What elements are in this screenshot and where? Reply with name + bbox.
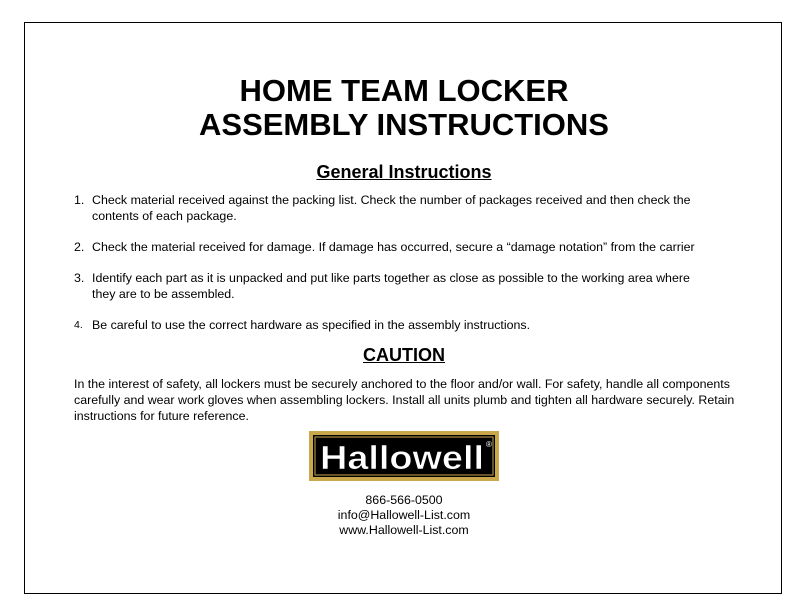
general-instructions-list bbox=[74, 192, 714, 333]
caution-text: In the interest of safety, all lockers must be securely anchored to the floor and/or wall. For safety, handle all components carefully and wear work gloves when assembling lockers. Install all units plumb and tighten all hardware securely. Retain instructions for future reference. bbox=[74, 377, 735, 423]
instruction-number: 3. bbox=[74, 271, 85, 285]
contact-phone: 866-566-0500 bbox=[365, 493, 443, 507]
logo-wordmark: Hallowell bbox=[320, 439, 484, 476]
contact-website[interactable]: www.Hallowell-List.com bbox=[339, 523, 469, 537]
instruction-item bbox=[74, 239, 714, 255]
general-instructions-heading: General Instructions bbox=[316, 162, 492, 182]
instruction-text: Check material received against the packing list. Check the number of packages received and then check the contents of each package. bbox=[92, 193, 691, 223]
instruction-number: 1. bbox=[74, 193, 85, 207]
caution-heading: CAUTION bbox=[363, 345, 445, 365]
hallowell-logo bbox=[309, 431, 499, 481]
instruction-number: 2. bbox=[74, 240, 85, 254]
contact-block bbox=[0, 493, 808, 538]
instruction-number: 4. bbox=[74, 319, 83, 331]
instruction-item bbox=[74, 317, 714, 333]
title-line-2: ASSEMBLY INSTRUCTIONS bbox=[199, 107, 609, 142]
instruction-text: Identify each part as it is unpacked and put like parts together as close as possible to the working area where they are to be assembled. bbox=[92, 271, 690, 301]
registered-mark: ® bbox=[486, 440, 492, 449]
instruction-item bbox=[74, 270, 714, 302]
title-line-1: HOME TEAM LOCKER bbox=[239, 73, 569, 108]
contact-email[interactable]: info@Hallowell-List.com bbox=[337, 508, 471, 522]
instruction-item bbox=[74, 192, 714, 224]
instruction-text: Check the material received for damage. If damage has occurred, secure a “damage notation” from the carrier bbox=[92, 240, 695, 254]
instruction-text: Be careful to use the correct hardware as specified in the assembly instructions. bbox=[92, 318, 531, 332]
